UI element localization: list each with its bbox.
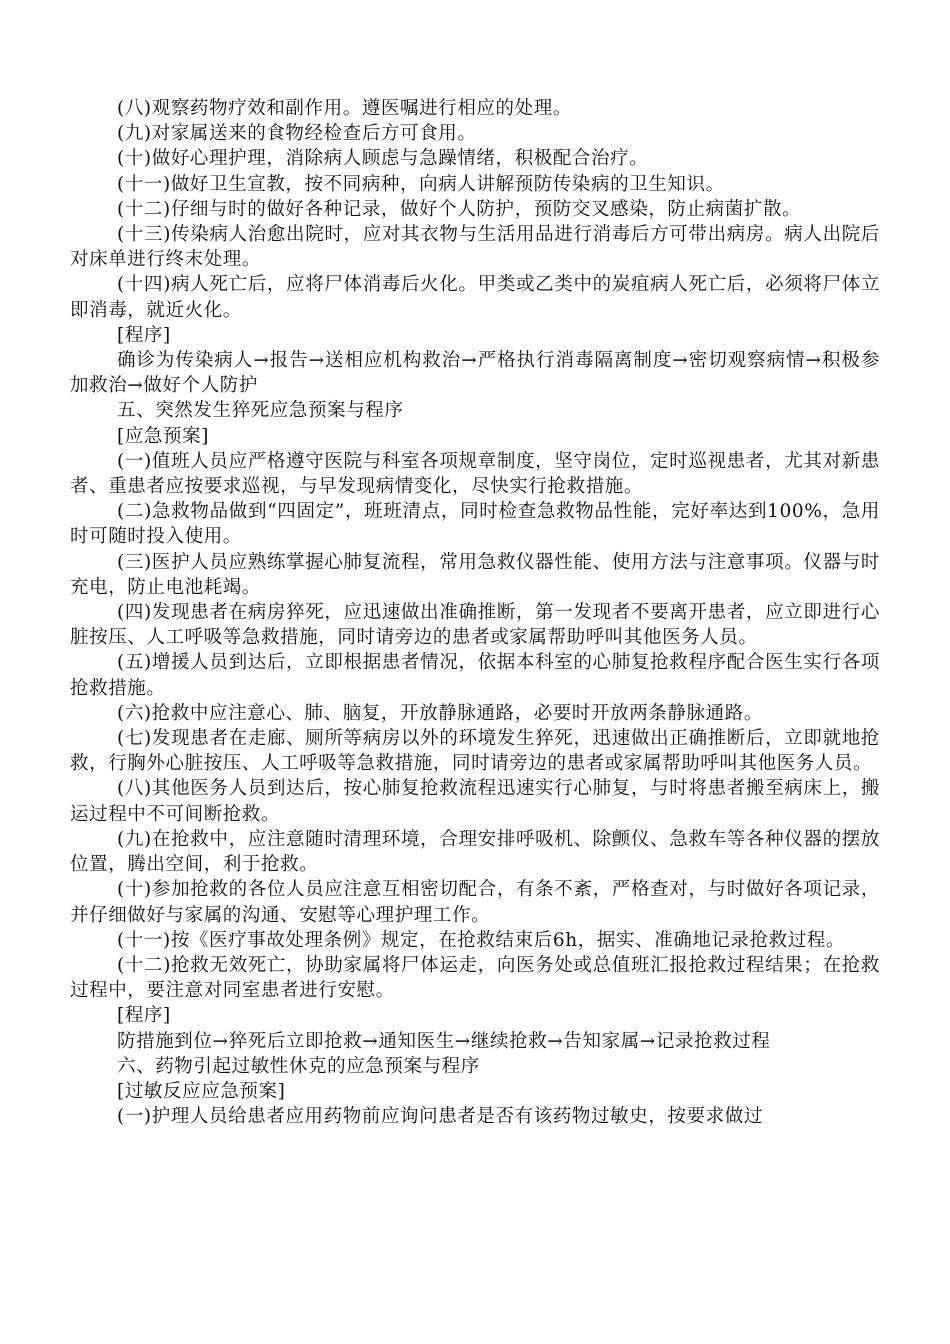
document-body — [70, 96, 880, 1129]
paragraph: (一)护理人员给患者应用药物前应询问患者是否有该药物过敏史，按要求做过 — [117, 1106, 763, 1128]
paragraph: 防措施到位→猝死后立即抢救→通知医生→继续抢救→告知家属→记录抢救过程 — [117, 1030, 771, 1052]
paragraph: (十二)仔细与时的做好各种记录，做好个人防护，预防交叉感染，防止病菌扩散。 — [117, 198, 802, 220]
paragraph: (九)在抢救中，应注意随时清理环境，合理安排呼吸机、除颤仪、急救车等各种仪器的摆放位置，腾出空间，利于抢救。 — [70, 828, 880, 876]
paragraph: [过敏反应应急预案] — [117, 1080, 286, 1102]
paragraph: (十)参加抢救的各位人员应注意互相密切配合，有条不紊，严格查对，与时做好各项记录，并仔细做好与家属的沟通、安慰等心理护理工作。 — [70, 879, 880, 926]
paragraph: [程序] — [117, 1005, 171, 1027]
paragraph: (六)抢救中应注意心、肺、脑复，开放静脉通路，必要时开放两条静脉通路。 — [117, 702, 763, 724]
paragraph: (十一)做好卫生宣教，按不同病种，向病人讲解预防传染病的卫生知识。 — [117, 173, 725, 195]
paragraph: [程序] — [117, 324, 171, 346]
paragraph: (三)医护人员应熟练掌握心肺复流程，常用急救仪器性能、使用方法与注意事项。仪器与时充电，防止电池耗竭。 — [70, 551, 880, 598]
paragraph: (一)值班人员应严格遵守医院与科室各项规章制度，坚守岗位，定时巡视患者，尤其对新患者、重患者应按要求巡视，与早发现病情变化，尽快实行抢救措施。 — [70, 450, 880, 498]
paragraph: [应急预案] — [117, 425, 210, 447]
paragraph: (八)观察药物疗效和副作用。遵医嘱进行相应的处理。 — [117, 98, 572, 119]
paragraph: (四)发现患者在病房猝死，应迅速做出准确推断，第一发现者不要离开患者，应立即进行心脏按压、人工呼吸等急救措施，同时请旁边的患者或家属帮助呼叫其他医务人员。 — [70, 602, 880, 649]
paragraph: 六、药物引起过敏性休克的应急预案与程序 — [117, 1055, 480, 1077]
paragraph: (十)做好心理护理，消除病人顾虑与急躁情绪，积极配合治疗。 — [117, 148, 649, 170]
paragraph: (十二)抢救无效死亡，协助家属将尸体运走，向医务处或总值班汇报抢救过程结果；在抢救过程中，要注意对同室患者进行安慰。 — [70, 954, 880, 1002]
paragraph: (十三)传染病人治愈出院时，应对其衣物与生活用品进行消毒后方可带出病房。病人出院后对床单进行终末处理。 — [70, 224, 880, 271]
paragraph: (五)增援人员到达后，立即根据患者情况，依据本科室的心肺复抢救程序配合医生实行各项抢救措施。 — [70, 652, 880, 699]
paragraph: (八)其他医务人员到达后，按心肺复抢救流程迅速实行心肺复，与时将患者搬至病床上，搬运过程中不可间断抢救。 — [70, 778, 880, 825]
paragraph: 确诊为传染病人→报告→送相应机构救治→严格执行消毒隔离制度→密切观察病情→积极参加救治→做好个人防护 — [70, 350, 880, 397]
paragraph: 五、突然发生猝死应急预案与程序 — [117, 400, 404, 422]
paragraph: (九)对家属送来的食物经检查后方可食用。 — [117, 123, 477, 145]
paragraph: (二)急救物品做到“四固定”，班班清点，同时检查急救物品性能，完好率达到100%，急用时可随时投入使用。 — [70, 501, 880, 548]
paragraph: (十四)病人死亡后，应将尸体消毒后火化。甲类或乙类中的炭疽病人死亡后，必须将尸体立即消毒，就近火化。 — [70, 274, 880, 321]
paragraph: (十一)按《医疗事故处理条例》规定，在抢救结束后6h，据实、准确地记录抢救过程。 — [117, 929, 846, 951]
paragraph: (七)发现患者在走廊、厕所等病房以外的环境发生猝死，迅速做出正确推断后，立即就地抢救，行胸外心脏按压、人工呼吸等急救措施，同时请旁边的患者或家属帮助呼叫其他医务人员。 — [70, 728, 880, 775]
